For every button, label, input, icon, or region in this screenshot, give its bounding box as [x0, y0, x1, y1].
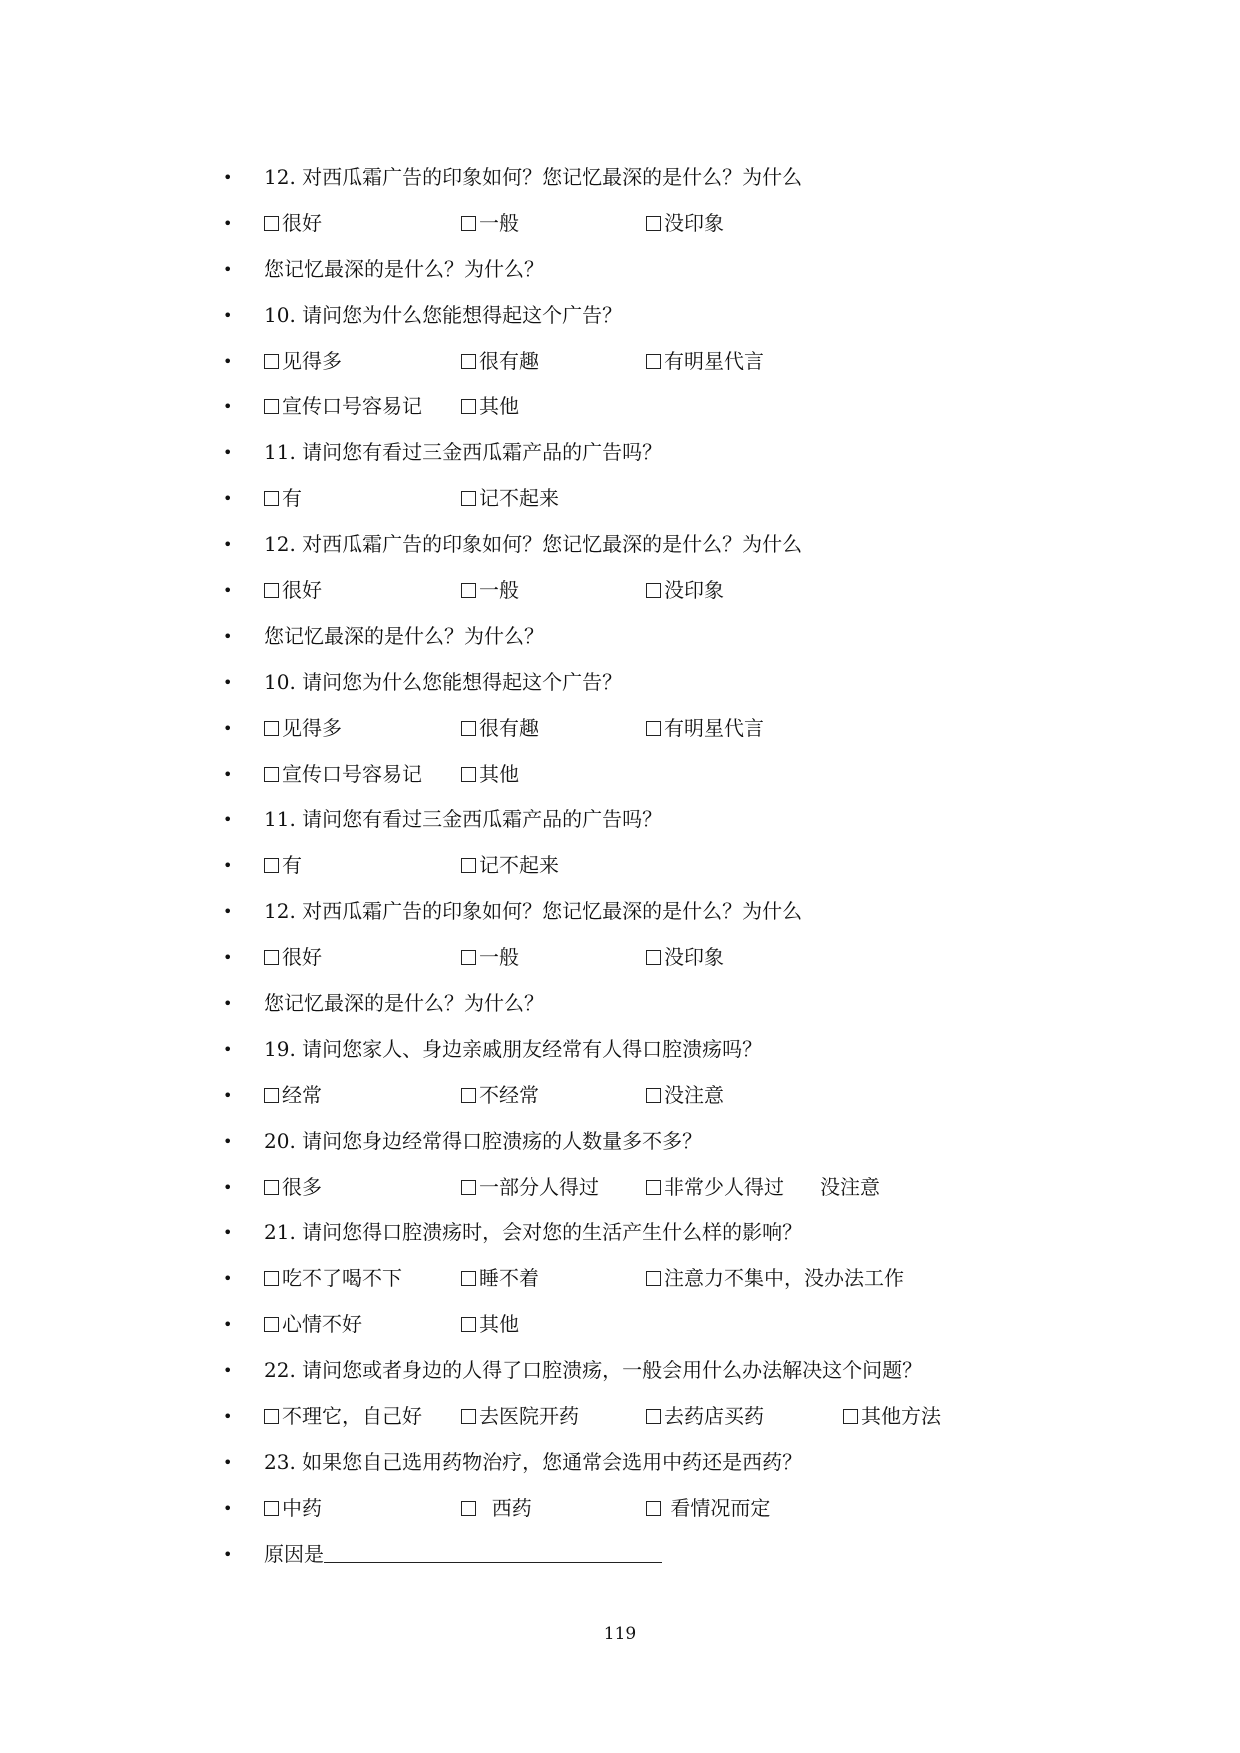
option-item[interactable] — [264, 1302, 362, 1348]
question-line — [0, 797, 1240, 843]
option-item[interactable] — [461, 568, 519, 614]
option-item[interactable] — [461, 339, 539, 385]
option-item[interactable] — [646, 706, 764, 752]
option-item[interactable] — [646, 201, 724, 247]
option-item[interactable] — [461, 1165, 599, 1211]
option-label: 没印象 — [664, 945, 724, 970]
bullet-icon: • — [223, 994, 233, 1014]
option-item[interactable] — [461, 476, 559, 522]
option-label: 心情不好 — [282, 1312, 362, 1337]
question-line — [0, 1027, 1240, 1073]
bullet-icon: • — [223, 1407, 233, 1427]
checkbox-icon[interactable] — [264, 858, 279, 873]
question-text: 12. 对西瓜霜广告的印象如何？您记忆最深的是什么？为什么 — [264, 532, 803, 557]
options-row — [0, 476, 1240, 522]
option-item[interactable] — [646, 339, 764, 385]
checkbox-icon[interactable] — [264, 1271, 279, 1286]
bullet-icon: • — [223, 1223, 233, 1243]
checkbox-icon[interactable] — [843, 1409, 858, 1424]
question-text: 10. 请问您为什么您能想得起这个广告？ — [264, 302, 623, 327]
options-row — [0, 384, 1240, 430]
option-label: 见得多 — [282, 715, 342, 740]
checkbox-icon[interactable] — [264, 1501, 279, 1516]
bullet-icon: • — [223, 718, 233, 738]
checkbox-icon[interactable] — [646, 1180, 661, 1195]
option-label: 很有趣 — [479, 348, 539, 373]
bullet-icon: • — [223, 1315, 233, 1335]
checkbox-icon[interactable] — [461, 354, 476, 369]
question-text: 19. 请问您家人、身边亲戚朋友经常有人得口腔溃疡吗？ — [264, 1036, 763, 1061]
checkbox-icon[interactable] — [461, 1180, 476, 1195]
option-label: 一般 — [479, 578, 519, 603]
option-item[interactable] — [264, 843, 302, 889]
checkbox-icon[interactable] — [646, 1409, 661, 1424]
option-item[interactable] — [646, 1256, 904, 1302]
question-line — [0, 1119, 1240, 1165]
fill-in-prompt: 原因是 — [264, 1541, 324, 1566]
option-label: 不理它，自己好 — [282, 1404, 422, 1429]
bullet-icon: • — [223, 1131, 233, 1151]
question-line — [0, 430, 1240, 476]
checkbox-icon[interactable] — [264, 767, 279, 782]
option-label: 记不起来 — [479, 853, 559, 878]
question-line — [0, 660, 1240, 706]
fill-in-row — [0, 1532, 1240, 1578]
options-row — [0, 201, 1240, 247]
bullet-icon: • — [223, 259, 233, 279]
bullet-icon: • — [223, 1177, 233, 1197]
option-label: 一般 — [479, 210, 519, 235]
question-line — [0, 614, 1240, 660]
question-line — [0, 1210, 1240, 1256]
options-row — [0, 1394, 1240, 1440]
option-label: 没注意 — [664, 1082, 724, 1107]
option-label: 其他方法 — [861, 1404, 941, 1429]
checkbox-icon[interactable] — [264, 1317, 279, 1332]
checkbox-icon[interactable] — [264, 1409, 279, 1424]
checkbox-icon[interactable] — [646, 216, 661, 231]
checkbox-icon[interactable] — [461, 491, 476, 506]
question-text: 20. 请问您身边经常得口腔溃疡的人数量多不多？ — [264, 1128, 703, 1153]
option-item[interactable] — [264, 1256, 402, 1302]
option-item[interactable] — [264, 384, 422, 430]
options-row — [0, 935, 1240, 981]
bullet-icon: • — [223, 1039, 233, 1059]
checkbox-icon[interactable] — [264, 354, 279, 369]
question-text: 您记忆最深的是什么？为什么？ — [264, 991, 544, 1016]
bullet-icon: • — [223, 168, 233, 187]
bullet-icon: • — [223, 581, 233, 601]
checkbox-icon[interactable] — [461, 399, 476, 414]
option-item[interactable] — [461, 201, 519, 247]
option-label: 见得多 — [282, 348, 342, 373]
question-text: 12. 对西瓜霜广告的印象如何？您记忆最深的是什么？为什么 — [264, 165, 803, 189]
bullet-icon: • — [223, 213, 233, 233]
checkbox-icon[interactable] — [461, 721, 476, 736]
checkbox-icon[interactable] — [264, 399, 279, 414]
option-label: 其他 — [479, 394, 519, 419]
options-row — [0, 843, 1240, 889]
options-row — [0, 568, 1240, 614]
question-line — [0, 293, 1240, 339]
option-label: 有 — [282, 853, 302, 878]
option-label: 很好 — [282, 945, 322, 970]
option-item[interactable] — [264, 1073, 322, 1119]
options-row — [0, 1486, 1240, 1532]
checkbox-icon[interactable] — [646, 583, 661, 598]
bullet-icon: • — [223, 1085, 233, 1105]
question-text: 11. 请问您有看过三金西瓜霜产品的广告吗？ — [264, 807, 663, 832]
option-item[interactable] — [461, 1073, 539, 1119]
question-line — [0, 1440, 1240, 1486]
bullet-icon: • — [223, 1269, 233, 1289]
option-label: 宣传口号容易记 — [282, 394, 422, 419]
checkbox-icon[interactable] — [646, 1088, 661, 1103]
option-label: 没印象 — [664, 578, 724, 603]
question-text: 11. 请问您有看过三金西瓜霜产品的广告吗？ — [264, 440, 663, 465]
question-line — [0, 522, 1240, 568]
option-label: 非常少人得过 — [664, 1174, 784, 1199]
option-label: 很多 — [282, 1174, 322, 1199]
option-item[interactable] — [264, 706, 342, 752]
questionnaire-list — [0, 155, 1240, 1578]
checkbox-icon[interactable] — [461, 1271, 476, 1286]
option-label: 一部分人得过 — [479, 1174, 599, 1199]
checkbox-icon[interactable] — [646, 1501, 661, 1516]
bullet-icon: • — [223, 948, 233, 968]
option-label: 很好 — [282, 578, 322, 603]
question-text: 您记忆最深的是什么？为什么？ — [264, 623, 544, 648]
option-label: 不经常 — [479, 1082, 539, 1107]
bullet-icon: • — [223, 443, 233, 463]
checkbox-icon[interactable] — [461, 1409, 476, 1424]
options-row — [0, 1302, 1240, 1348]
option-label: 看情况而定 — [664, 1495, 771, 1520]
question-line — [0, 1348, 1240, 1394]
bullet-icon: • — [223, 810, 233, 830]
option-item[interactable] — [461, 843, 559, 889]
page-number: 119 — [603, 1624, 637, 1644]
option-label: 吃不了喝不下 — [282, 1266, 402, 1291]
option-item[interactable] — [461, 384, 519, 430]
checkbox-icon[interactable] — [264, 216, 279, 231]
option-item[interactable] — [264, 752, 422, 798]
bullet-icon: • — [223, 397, 233, 417]
option-item[interactable] — [264, 476, 302, 522]
option-item[interactable] — [843, 1394, 941, 1440]
checkbox-icon[interactable] — [264, 1180, 279, 1195]
checkbox-icon[interactable] — [264, 583, 279, 598]
bullet-icon: • — [223, 672, 233, 692]
fill-in-label — [264, 1532, 662, 1578]
option-item[interactable] — [264, 201, 322, 247]
option-label: 睡不着 — [479, 1266, 539, 1291]
option-item[interactable] — [646, 1165, 784, 1211]
option-label: 中药 — [282, 1495, 322, 1520]
option-label: 注意力不集中，没办法工作 — [664, 1266, 904, 1291]
option-item[interactable] — [264, 568, 322, 614]
option-item[interactable] — [264, 1394, 422, 1440]
checkbox-icon[interactable] — [646, 354, 661, 369]
checkbox-icon[interactable] — [646, 1271, 661, 1286]
option-label: 去药店买药 — [664, 1404, 764, 1429]
options-row — [0, 1165, 1240, 1211]
checkbox-icon[interactable] — [461, 1088, 476, 1103]
bullet-icon: • — [223, 626, 233, 646]
option-label: 很好 — [282, 210, 322, 235]
option-label: 一般 — [479, 945, 519, 970]
question-text: 您记忆最深的是什么？为什么？ — [264, 256, 544, 281]
checkbox-icon[interactable] — [646, 950, 661, 965]
option-item[interactable] — [264, 935, 322, 981]
option-item[interactable] — [646, 935, 724, 981]
option-item[interactable] — [461, 752, 519, 798]
option-item[interactable] — [461, 706, 539, 752]
option-item[interactable] — [646, 1394, 764, 1440]
option-label: 去医院开药 — [479, 1404, 579, 1429]
bullet-icon: • — [223, 1452, 233, 1472]
options-row — [0, 1256, 1240, 1302]
question-line — [0, 889, 1240, 935]
option-item[interactable] — [646, 1073, 724, 1119]
options-row — [0, 339, 1240, 385]
option-item[interactable] — [461, 935, 519, 981]
option-label: 宣传口号容易记 — [282, 761, 422, 786]
option-item[interactable] — [646, 568, 724, 614]
checkbox-icon[interactable] — [461, 950, 476, 965]
checkbox-icon[interactable] — [646, 721, 661, 736]
option-label: 没印象 — [664, 210, 724, 235]
checkbox-icon[interactable] — [461, 1501, 476, 1516]
bullet-icon: • — [223, 489, 233, 509]
options-row — [0, 706, 1240, 752]
bullet-icon: • — [223, 305, 233, 325]
question-text: 23. 如果您自己选用药物治疗，您通常会选用中药还是西药？ — [264, 1449, 803, 1474]
option-label: 其他 — [479, 1312, 519, 1337]
option-label: 有 — [282, 486, 302, 511]
option-label: 其他 — [479, 761, 519, 786]
option-item[interactable] — [264, 339, 342, 385]
question-text: 21. 请问您得口腔溃疡时，会对您的生活产生什么样的影响？ — [264, 1220, 803, 1245]
bullet-icon: • — [223, 1498, 233, 1518]
options-row — [0, 1073, 1240, 1119]
options-row — [0, 752, 1240, 798]
checkbox-icon[interactable] — [461, 1317, 476, 1332]
bullet-icon: • — [223, 902, 233, 922]
option-label: 有明星代言 — [664, 348, 764, 373]
checkbox-icon[interactable] — [264, 721, 279, 736]
option-item[interactable] — [461, 1302, 519, 1348]
question-line — [0, 247, 1240, 293]
option-item[interactable] — [461, 1256, 539, 1302]
question-line — [0, 155, 1240, 201]
option-item[interactable] — [264, 1486, 322, 1532]
option-label: 很有趣 — [479, 715, 539, 740]
checkbox-icon[interactable] — [264, 1088, 279, 1103]
option-label: 经常 — [282, 1082, 322, 1107]
question-line — [0, 981, 1240, 1027]
option-label: 西药 — [479, 1495, 532, 1520]
bullet-icon: • — [223, 1544, 233, 1564]
checkbox-icon[interactable] — [461, 216, 476, 231]
checkbox-icon[interactable] — [461, 767, 476, 782]
option-extra-text: 没注意 — [820, 1174, 880, 1199]
option-item[interactable] — [264, 1165, 322, 1211]
bullet-icon: • — [223, 351, 233, 371]
option-label: 记不起来 — [479, 486, 559, 511]
option-label: 有明星代言 — [664, 715, 764, 740]
question-text: 12. 对西瓜霜广告的印象如何？您记忆最深的是什么？为什么 — [264, 899, 803, 924]
bullet-icon: • — [223, 856, 233, 876]
checkbox-icon[interactable] — [264, 491, 279, 506]
checkbox-icon[interactable] — [461, 583, 476, 598]
checkbox-icon[interactable] — [264, 950, 279, 965]
option-item[interactable] — [461, 1486, 532, 1532]
answer-blank-line[interactable] — [324, 1542, 662, 1563]
checkbox-icon[interactable] — [461, 858, 476, 873]
bullet-icon: • — [223, 1361, 233, 1381]
question-text: 10. 请问您为什么您能想得起这个广告？ — [264, 669, 623, 694]
bullet-icon: • — [223, 535, 233, 555]
question-text: 22. 请问您或者身边的人得了口腔溃疡，一般会用什么办法解决这个问题？ — [264, 1358, 923, 1383]
option-item[interactable] — [646, 1486, 770, 1532]
option-item[interactable] — [461, 1394, 579, 1440]
bullet-icon: • — [223, 764, 233, 784]
